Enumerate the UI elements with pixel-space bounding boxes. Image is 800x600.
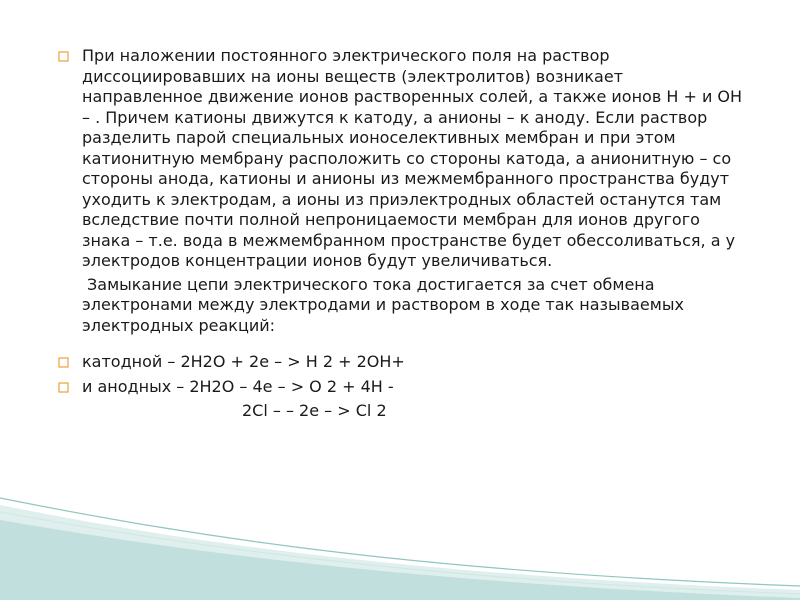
swoosh-line-2 (0, 512, 800, 594)
chlorine-reaction (58, 401, 748, 422)
paragraph-circuit (58, 275, 748, 337)
hollow-square-bullet-icon (58, 357, 69, 368)
text-body (58, 46, 748, 438)
swoosh-line-1 (0, 498, 800, 586)
bullet-cathode-reaction (58, 352, 748, 373)
reaction-text: и анодных – 2Н2О – 4е – > О 2 + 4Н - (82, 376, 394, 396)
hollow-square-bullet-icon (58, 51, 69, 62)
bullet-anode-reaction (58, 377, 748, 398)
paragraph-text: При наложении постоянного электрического поля на раствор диссоциировавших на ионы веществ (электролитов) возникает направленное движение ионов растворенных солей, а также ионов Н + и ОН – . Причем катионы движутся к катоду, а анионы – к аноду. Если раствор разделить парой специальных ионоселективных мембран и при этом катионитную мембрану расположить со стороны катода, а анионитную – со стороны анода, катионы и анионы из межмембранного пространства будут уходить к электродам, а ионы из приэлектродных областей останутся там вследствие почти полной непроницаемости мембран для ионов другого знака – т.е. вода в межмембранном пространстве будет обессоливаться, а у электродов концентрации ионов будут увеличиваться. (82, 46, 743, 270)
swoosh-band-mid (0, 520, 800, 600)
reaction-text: 2Cl – – 2e – > Cl 2 (242, 401, 387, 420)
paragraph-text: Замыкание цепи электрического тока достигается за счет обмена электронами между электродами и раствором в ходе так называемых электродных реакций: (82, 274, 684, 335)
paragraph-electrodialysis (58, 46, 748, 272)
swoosh-band-light (0, 505, 800, 600)
hollow-square-bullet-icon (58, 382, 69, 393)
reaction-text: катодной – 2Н2О + 2е – > Н 2 + 2ОН+ (82, 352, 405, 371)
